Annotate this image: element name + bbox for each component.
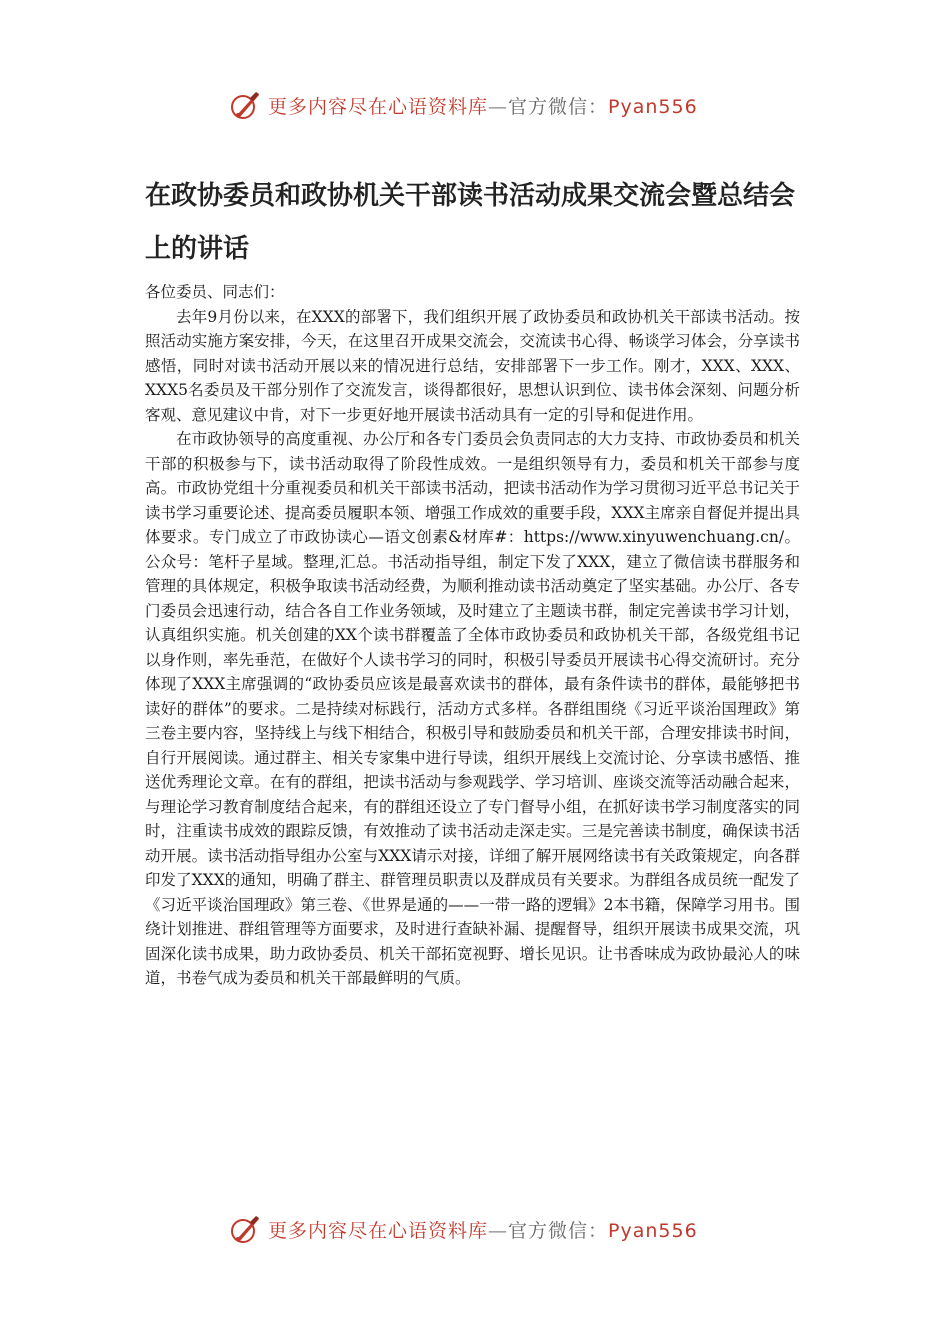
footer-banner [228,1211,748,1247]
quill-pen-icon [228,1212,262,1246]
header-banner [228,87,748,123]
banner-wechat-id: Pyan556 [608,95,698,118]
paragraph-1: 去年9月份以来，在XXX的部署下，我们组织开展了政协委员和政协机关干部读书活动。按照活动实施方案安排，今天，在这里召开成果交流会，交流读书心得、畅谈学习体会，分享读书感悟，同时对读书活动开展以来的情况进行总结，安排部署下一步工作。刚才，XXX、XXX、XXX5名委员及干部分别作了交流发言，谈得都很好，思想认识到位、读书体会深刻、问题分析客观、意见建议中肯，对下一步更好地开展读书活动具有一定的引导和促进作用。 [145,307,800,424]
banner-wechat-id: Pyan556 [608,1219,698,1242]
banner-main-text: 更多内容尽在心语资料库 [268,95,489,118]
banner-wechat-label: 官方微信： [508,1219,609,1242]
banner-main-text: 更多内容尽在心语资料库 [268,1219,489,1242]
banner-separator: — [488,1219,509,1242]
banner-text [268,1216,698,1243]
banner-separator: — [488,95,509,118]
salutation: 各位委员、同志们： [145,283,285,301]
document-title: 在政协委员和政协机关干部读书活动成果交流会暨总结会上的讲话 [145,181,796,264]
quill-pen-icon [228,88,262,122]
banner-text [268,92,698,119]
paragraph-2: 在市政协领导的高度重视、办公厅和各专门委员会负责同志的大力支持、市政协委员和机关干部的积极参与下，读书活动取得了阶段性成效。一是组织领导有力，委员和机关干部参与度高。市政协党组十分重视委员和机关干部读书活动，把读书活动作为学习贯彻习近平总书记关于读书学习重要论述、提高委员履职本领、增强工作成效的重要手段，XXX主席亲自督促并提出具体要求。专门成立了市政协读心—语文创素&材库#：https://www.xinyuwenchuang.cn/。公众号：笔杆子星域。整理,汇总。书活动指导组，制定下发了XXX，建立了微信读书群服务和管理的具体规定，积极争取读书活动经费，为顺利推动读书活动奠定了坚实基础。办公厅、各专门委员会迅速行动，结合各自工作业务领域，及时建立了主题读书群，制定完善读书学习计划，认真组织实施。机关创建的XX个读书群覆盖了全体市政协委员和政协机关干部，各级党组书记以身作则，率先垂范，在做好个人读书学习的同时，积极引导委员开展读书心得交流研讨。充分体现了XXX主席强调的“政协委员应该是最喜欢读书的群体，最有条件读书的群体，最能够把书读好的群体”的要求。二是持续对标践行，活动方式多样。各群组围绕《习近平谈治国理政》第三卷主要内容，坚持线上与线下相结合，积极引导和鼓励委员和机关干部，合理安排读书时间，自行开展阅读。通过群主、相关专家集中进行导读，组织开展线上交流讨论、分享读书感悟、推送优秀理论文章。在有的群组，把读书活动与参观践学、学习培训、座谈交流等活动融合起来，与理论学习教育制度结合起来，有的群组还设立了专门督导小组，在抓好读书学习制度落实的同时，注重读书成效的跟踪反馈，有效推动了读书活动走深走实。三是完善读书制度，确保读书活动开展。读书活动指导组办公室与XXX请示对接，详细了解开展网络读书有关政策规定，向各群印发了XXX的通知，明确了群主、群管理员职责以及群成员有关要求。为群组各成员统一配发了《习近平谈治国理政》第三卷、《世界是通的——一带一路的逻辑》2本书籍，保障学习用书。围绕计划推进、群组管理等方面要求，及时进行查缺补漏、提醒督导，组织开展读书成果交流，巩固深化读书成果，助力政协委员、机关干部拓宽视野、增长见识。让书香味成为政协最沁人的味道，书卷气成为委员和机关干部最鲜明的气质。 [145,430,800,987]
banner-wechat-label: 官方微信： [508,95,609,118]
document-body [145,280,800,991]
